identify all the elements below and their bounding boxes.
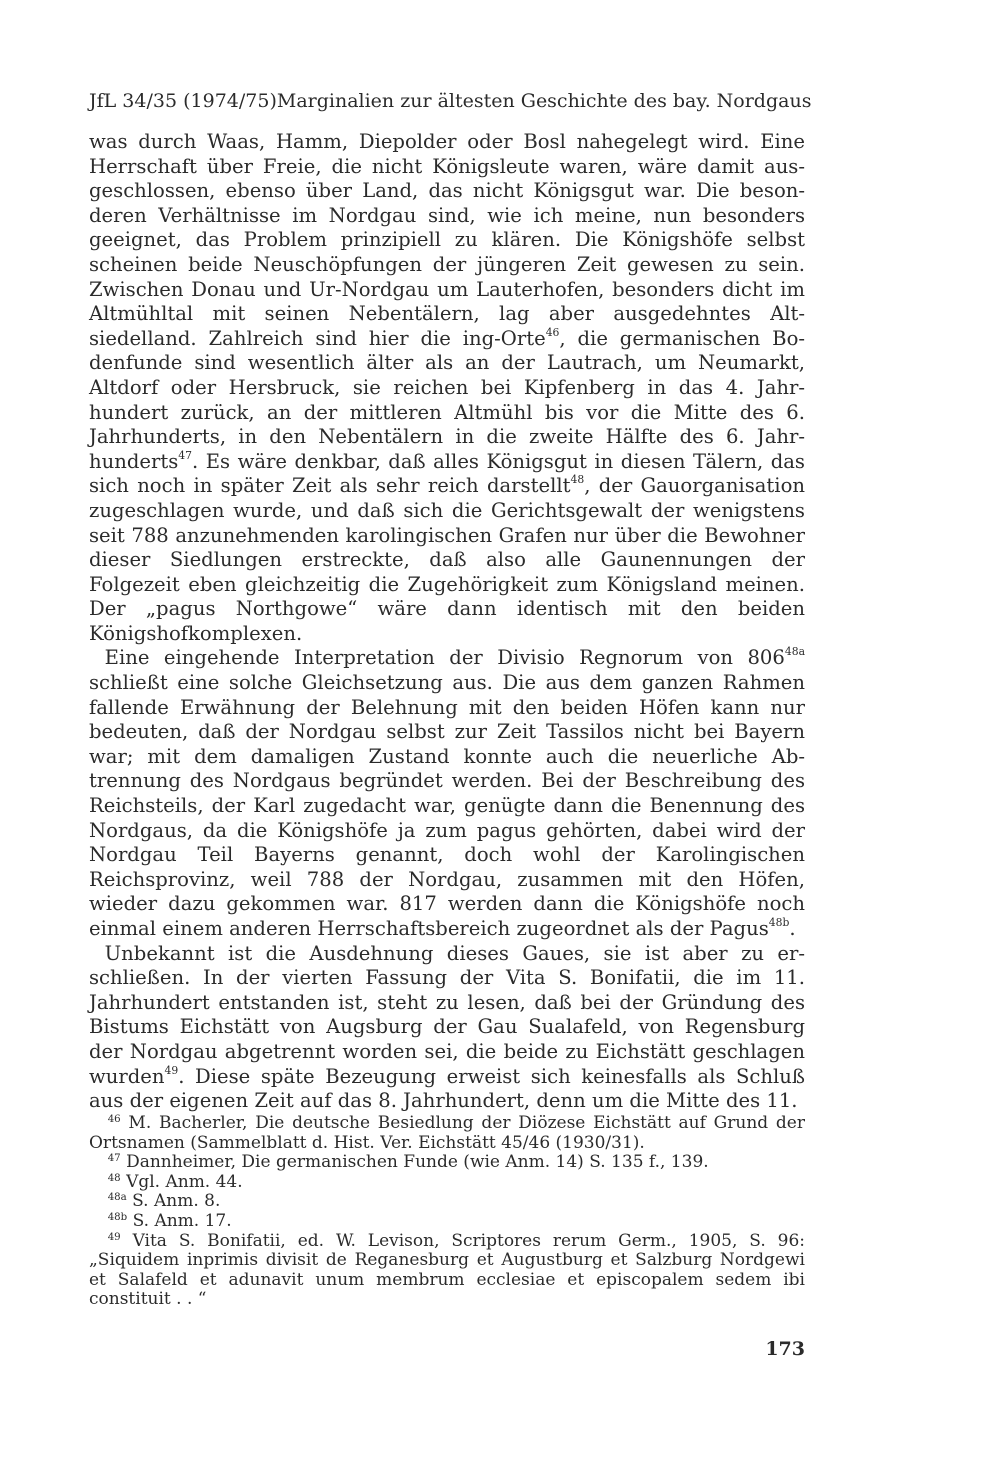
footnote-number: 48b bbox=[107, 1211, 128, 1223]
footnote-ref: 48 bbox=[570, 473, 585, 487]
main-text bbox=[89, 130, 805, 1114]
footnotes bbox=[89, 1114, 805, 1310]
footnote: $^{48b}$ S. Anm. 17. bbox=[107, 1210, 232, 1231]
journal-reference: JfL 34/35 (1974/75) bbox=[89, 90, 277, 112]
footnote-number: 47 bbox=[107, 1153, 121, 1165]
footnote-ref: 46 bbox=[545, 325, 560, 339]
footnote: $^{48}$ Vgl. Anm. 44. bbox=[107, 1171, 243, 1192]
footnote: $^{48a}$ S. Anm. 8. bbox=[107, 1191, 221, 1212]
paragraph-3: Unbekannt ist die Ausdehnung dieses Gaues, sie ist aber zu erschließen. In der vierten Fassung der Vita S. Bonifatii, die im 11. Jahrhundert entstanden ist, steht zu lesen, daß bei der Gründung des Bistums Eichstätt von Augsburg der Gau Sualafeld, von Regensburg der Nordgau abgetrennt worden sei, die beide zu Eichstätt geschlagen wurden$^{49}$. Diese späte Bezeugung erweist sich keinesfalls als Schluß aus der eigenen Zeit auf das 8. Jahrhundert, denn um die Mitte des 11. bbox=[89, 941, 805, 1113]
footnote-ref: 48a bbox=[784, 645, 805, 659]
footnote: $^{46}$ M. Bacherler, Die deutsche Besiedlung der Diözese Eichstätt auf Grund der Ortsnamen (Sammelblatt d. Hist. Ver. Eichstätt 45/46 (1930/31). bbox=[89, 1113, 805, 1153]
footnote-number: 48a bbox=[107, 1192, 127, 1204]
article-title: Marginalien zur ältesten Geschichte des bay. Nordgaus bbox=[276, 90, 812, 112]
footnote-number: 46 bbox=[107, 1113, 121, 1125]
footnote-ref: 49 bbox=[164, 1063, 179, 1077]
footnote-number: 48 bbox=[107, 1172, 121, 1184]
footnote: $^{49}$ Vita S. Bonifatii, ed. W. Levison, Scriptores rerum Germ., 1905, S. 96: „Siquidem inprimis divisit de Reganesburg et Augustburg et Salzburg Nordgewi et Salafeld et adunavit unum membrum ecclesiae et episcopalem sedem ibi constituit . . “ bbox=[89, 1230, 806, 1310]
page-number: 173 bbox=[765, 1338, 805, 1360]
footnote-number: 49 bbox=[107, 1231, 121, 1243]
footnote-ref: 48b bbox=[768, 915, 790, 929]
running-header bbox=[89, 89, 812, 113]
paragraph-2: Eine eingehende Interpretation der Divisio Regnorum von $806^{48a}$ schließt eine solche Gleichsetzung aus. Die aus dem ganzen Rahmen fallende Erwähnung der Belehnung mit den beiden Höfen kann nur bedeuten, daß der Nordgau selbst zur Zeit Tassilos nicht bei Bayern war; mit dem damaligen Zustand konnte auch die neuerliche Abtrennung des Nordgaus begründet werden. Bei der Beschreibung des Reichsteils, der Karl zugedacht war, genügte dann die Benennung des Nordgaus, da die Königshöfe ja zum pagus gehörten, dabei wird der Nordgau Teil Bayerns genannt, doch wohl der Karolingischen Reichsprovinz, weil 788 der Nordgau, zusammen mit den Höfen, wieder dazu gekommen war. 817 werden dann die Königshöfe noch einmal einem anderen Herrschaftsbereich zugeordnet als der Pagus$^{48b}$. bbox=[89, 645, 805, 940]
paragraph-1: was durch Waas, Hamm, Diepolder oder Bosl nahegelegt wird. Eine Herrschaft über Freie, die nicht Königsleute waren, wäre damit ausgeschlossen, ebenso über Land, das nicht Königsgut war. Die besonderen Verhältnisse im Nordgau sind, wie ich meine, nun besonders geeignet, das Problem prinzipiell zu klären. Die Königshöfe selbst scheinen beide Neuschöpfungen der jüngeren Zeit gewesen zu sein. Zwischen Donau und Ur-Nordgau um Lauterhofen, besonders dicht im Altmühltal mit seinen Nebentälern, lag aber ausgedehntes Altsiedelland. Zahlreich sind hier die ing-Orte$^{46}$, die germanischen Bodenfunde sind wesentlich älter als an der Lautrach, um Neumarkt, Altdorf oder Hersbruck, sie reichen bei Kipfenberg in das 4. Jahrhundert zurück, an der mittleren Altmühl bis vor die Mitte des 6. Jahrhunderts, in den Nebentälern in die zweite Hälfte des 6. Jahrhunderts$^{47}$. Es wäre denkbar, daß alles Königsgut in diesen Tälern, das sich noch in später Zeit als sehr reich darstellt$^{48}$, der Gauorganisation zugeschlagen wurde, und daß sich die Gerichtsgewalt der wenigstens seit 788 anzunehmenden karolingischen Grafen nur über die Bewohner dieser Siedlungen erstreckte, daß also alle Gaunennungen der Folgezeit eben gleichzeitig die Zugehörigkeit zum Königsland meinen. Der „pagus Northgowe“ wäre dann identisch mit den beiden Königshofkomplexen. bbox=[89, 130, 805, 645]
footnote-ref: 47 bbox=[178, 448, 192, 462]
footnote: $^{47}$ Dannheimer, Die germanischen Funde (wie Anm. 14) S. 135 f., 139. bbox=[107, 1152, 709, 1173]
